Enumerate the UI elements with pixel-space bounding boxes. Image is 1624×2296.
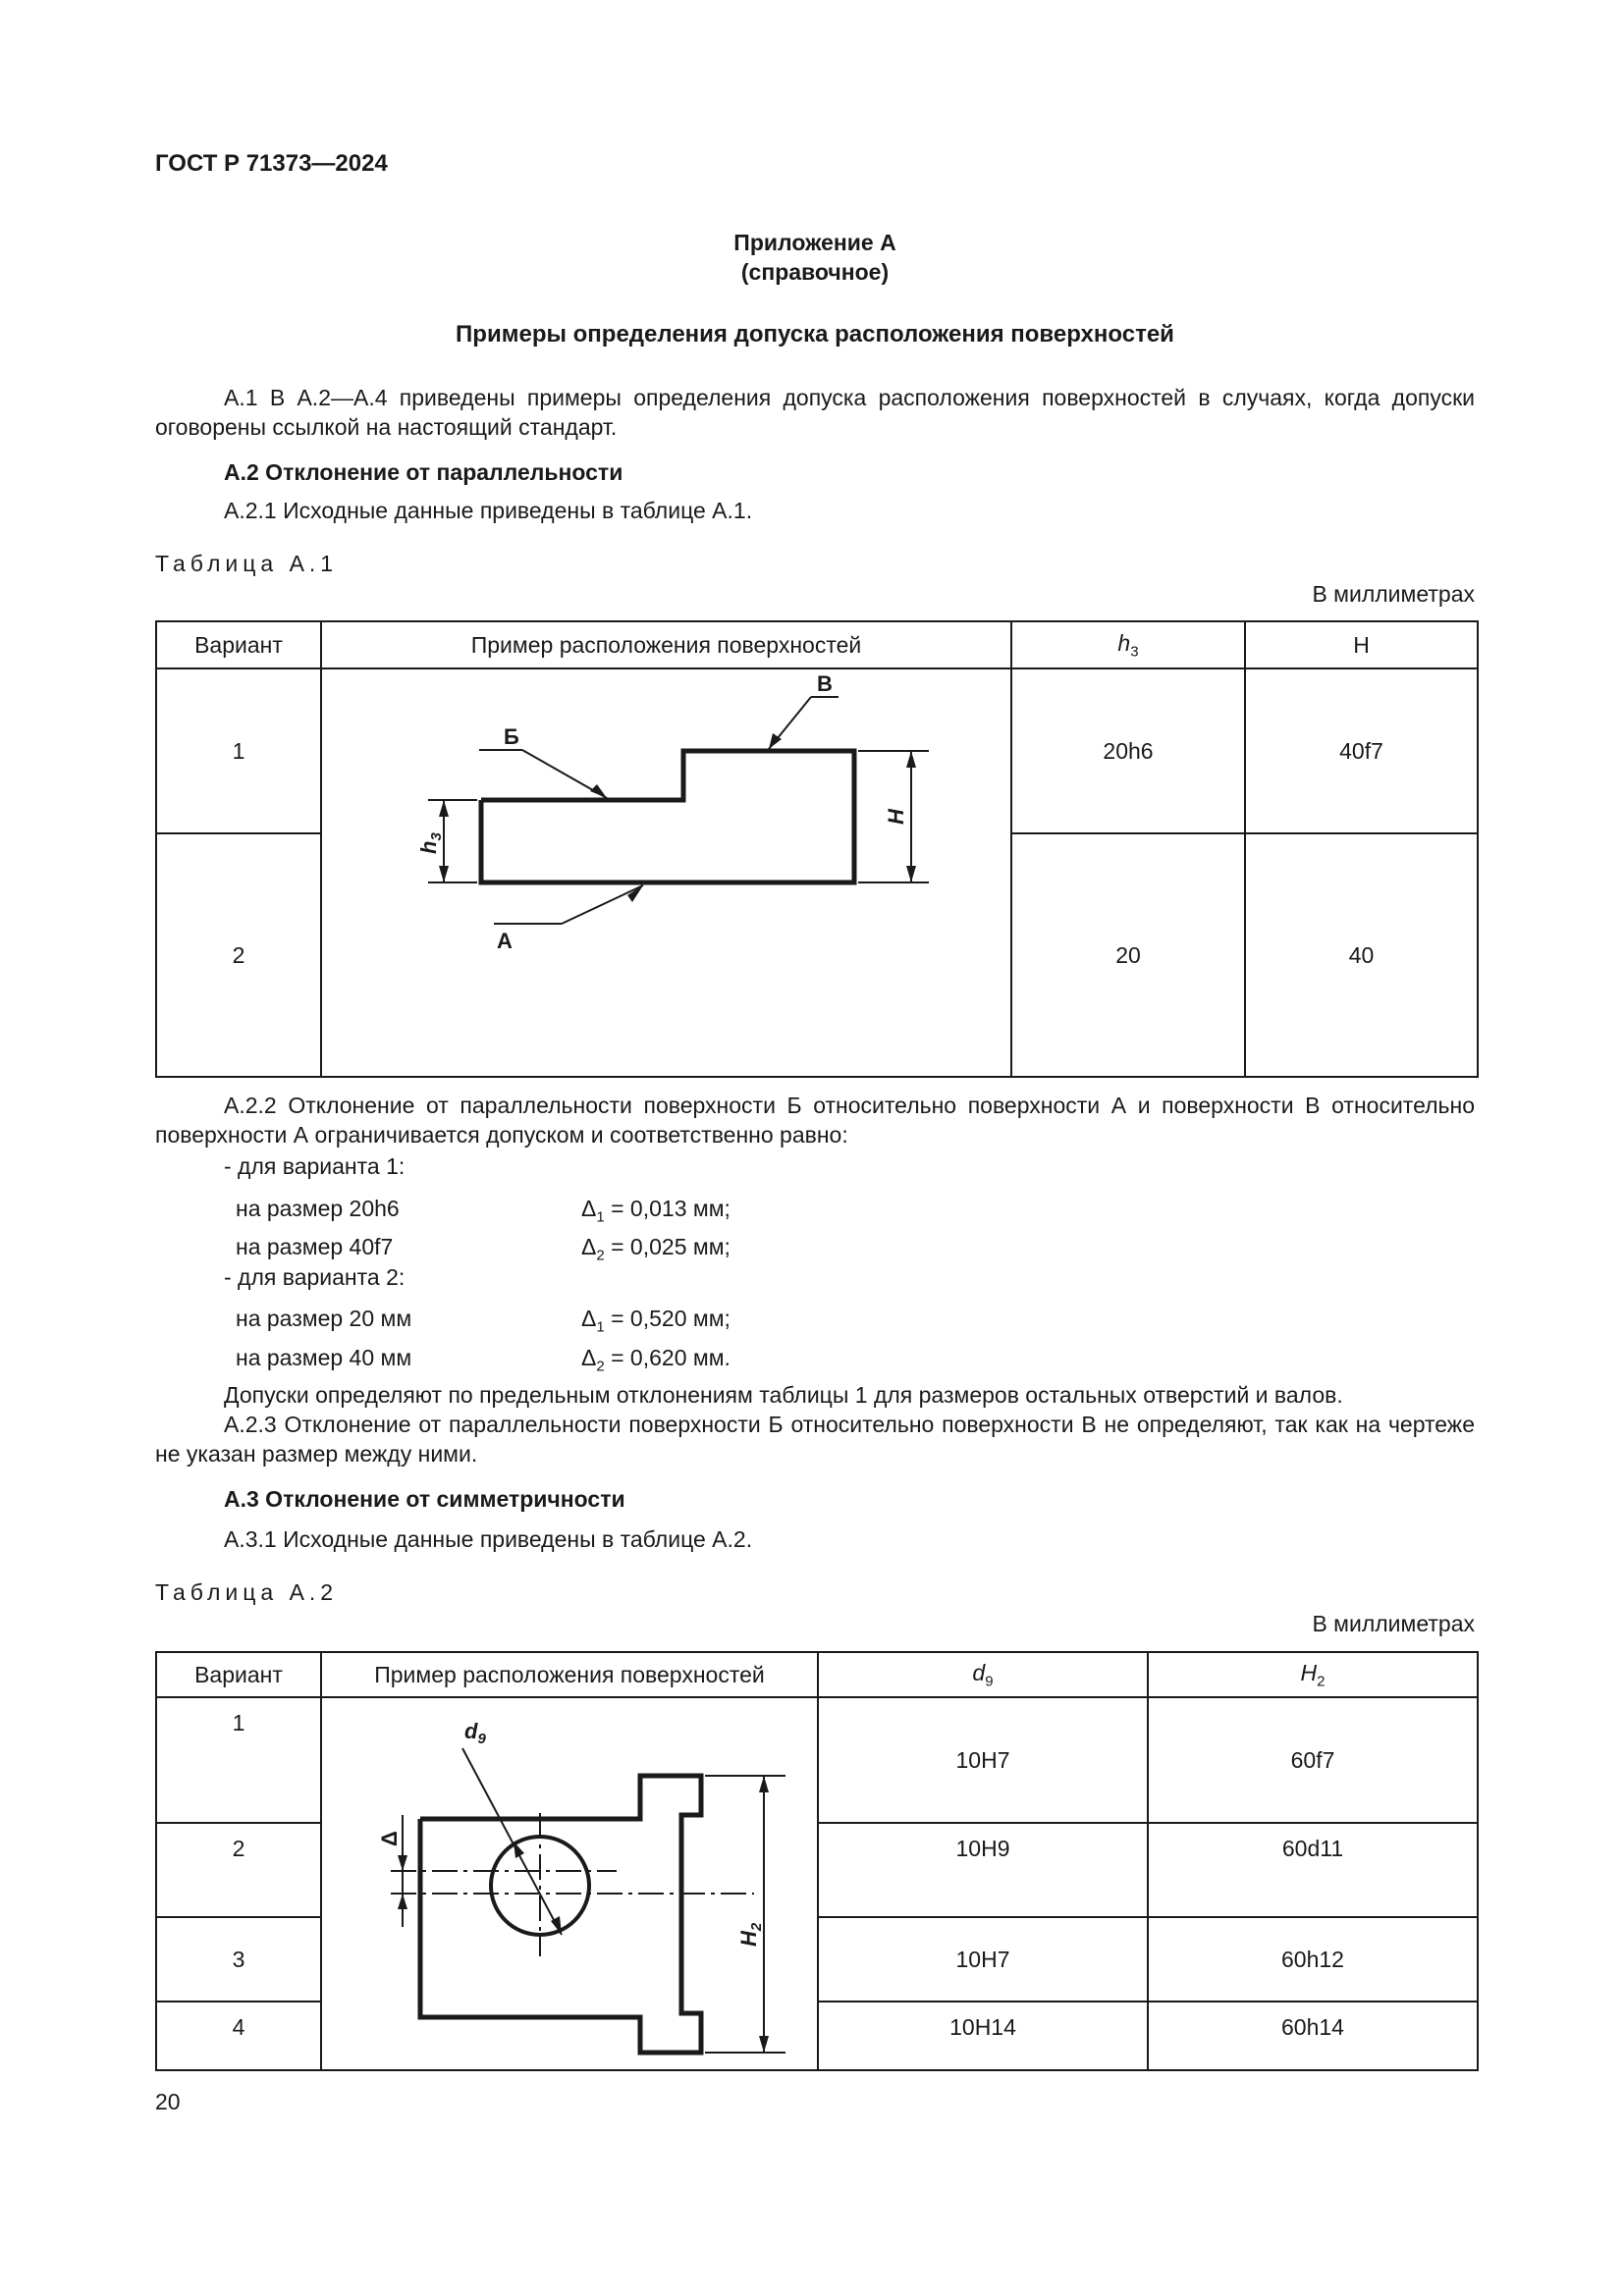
cell-variant: 2 — [156, 833, 321, 1077]
cell-drawing — [321, 1697, 818, 2070]
header-variant: Вариант — [156, 621, 321, 668]
list-item-value — [581, 1232, 731, 1271]
table-row — [156, 668, 1478, 833]
dim-label-h3 — [416, 832, 445, 854]
list-item: на размер 20 мм — [236, 1306, 412, 1331]
delta-value: = 0,520 мм; — [604, 1306, 731, 1331]
cell-d9: 10H7 — [818, 1697, 1148, 1823]
label-d9 — [464, 1719, 486, 1747]
table-a1 — [155, 620, 1479, 1078]
appendix-heading: Примеры определения допуска расположения поверхностей — [456, 321, 1174, 347]
list-item-value — [581, 1304, 731, 1343]
cell-d9: 10H7 — [818, 1917, 1148, 2002]
header-h3-sub: 3 — [1130, 643, 1139, 661]
header-example: Пример расположения поверхностей — [321, 621, 1011, 668]
list-item-value — [581, 1194, 731, 1233]
cell-h3: 20h6 — [1011, 668, 1245, 833]
paragraph-a1: А.1 В А.2—А.4 приведены примеры определения допуска расположения поверхностей в случаях, когда допуски оговорены ссылкой на настоящий стандарт. — [155, 385, 1475, 440]
header-H2-base: H — [1300, 1659, 1318, 1685]
delta-symbol: Δ — [581, 1306, 597, 1331]
table-a2-units: В миллиметрах — [1312, 1611, 1475, 1636]
header-d9-base: d — [972, 1659, 986, 1685]
table-a2 — [155, 1651, 1479, 2071]
cell-H2: 60f7 — [1148, 1697, 1478, 1823]
delta-symbol: Δ — [581, 1196, 597, 1221]
label-d9-sub: 9 — [477, 1731, 486, 1747]
delta-sub: 2 — [596, 1247, 605, 1264]
paragraph-a22: А.2.2 Отклонение от параллельности поверхности Б относительно поверхности А и поверхности В относительно поверхности А ограничивается допуском и соответственно равно: — [155, 1093, 1475, 1148]
list-item: на размер 40 мм — [236, 1345, 412, 1370]
variant1-label: - для варианта 1: — [224, 1153, 406, 1179]
leader-d9 — [462, 1748, 562, 1935]
label-delta: Δ — [377, 1831, 402, 1846]
cell-d9: 10H14 — [818, 2002, 1148, 2070]
page-number: 20 — [155, 2089, 181, 2114]
header-variant: Вариант — [156, 1652, 321, 1697]
dim-label-H2 — [736, 1922, 765, 1947]
part-outline — [481, 751, 854, 882]
drawing-symmetry — [322, 1699, 819, 2068]
section-a2-heading: А.2 Отклонение от параллельности — [224, 459, 623, 485]
header-d9 — [818, 1652, 1148, 1697]
part-outline — [420, 1776, 701, 2053]
header-example: Пример расположения поверхностей — [321, 1652, 818, 1697]
cell-d9: 10H9 — [818, 1823, 1148, 1917]
dim-label-H: H — [884, 809, 908, 825]
header-H: Н — [1245, 621, 1478, 668]
appendix-title: Приложение А — [733, 230, 896, 255]
label-B: Б — [504, 724, 519, 749]
list-item: на размер 40f7 — [236, 1234, 394, 1259]
header-h3 — [1011, 621, 1245, 668]
table-a2-caption: Таблица А.2 — [155, 1579, 339, 1605]
cell-H2: 60h12 — [1148, 1917, 1478, 2002]
delta-sub: 1 — [596, 1208, 605, 1226]
dim-label-H2-base: H — [736, 1931, 761, 1947]
cell-H2: 60d11 — [1148, 1823, 1478, 1917]
cell-H: 40f7 — [1245, 668, 1478, 833]
dim-label-h3-sub: 3 — [428, 832, 445, 841]
tolerance-note: Допуски определяют по предельным отклонениям таблицы 1 для размеров остальных отверстий и валов. — [224, 1382, 1343, 1408]
delta-sub: 2 — [596, 1358, 605, 1375]
delta-value: = 0,025 мм; — [604, 1234, 731, 1259]
header-d9-sub: 9 — [985, 1673, 994, 1690]
header-h3-base: h — [1117, 629, 1131, 656]
table-a1-units: В миллиметрах — [1312, 581, 1475, 607]
header-H2 — [1148, 1652, 1478, 1697]
cell-H: 40 — [1245, 833, 1478, 1077]
cell-drawing — [321, 668, 1011, 1077]
delta-symbol: Δ — [581, 1345, 597, 1370]
table-header-row — [156, 1652, 1478, 1697]
header-H2-sub: 2 — [1317, 1673, 1326, 1690]
cell-H2: 60h14 — [1148, 2002, 1478, 2070]
table-a1-caption: Таблица А.1 — [155, 551, 339, 576]
paragraph-a21: А.2.1 Исходные данные приведены в таблице А.1. — [224, 498, 753, 523]
table-header-row — [156, 621, 1478, 668]
drawing-parallelism — [322, 669, 1012, 1076]
table-row — [156, 1697, 1478, 1823]
list-item: на размер 20h6 — [236, 1196, 400, 1221]
cell-variant: 4 — [156, 2002, 321, 2070]
leader-A — [562, 885, 643, 924]
cell-h3: 20 — [1011, 833, 1245, 1077]
dim-label-H2-sub: 2 — [748, 1922, 765, 1932]
delta-symbol: Δ — [581, 1234, 597, 1259]
document-code: ГОСТ Р 71373—2024 — [155, 150, 388, 177]
delta-value: = 0,620 мм. — [604, 1345, 731, 1370]
list-item-value — [581, 1343, 731, 1382]
dim-label-h3-base: h — [416, 840, 441, 854]
cell-variant: 1 — [156, 1697, 321, 1823]
label-A: А — [497, 929, 513, 953]
paragraph-a31: А.3.1 Исходные данные приведены в таблице А.2. — [224, 1526, 753, 1552]
paragraph-a23: А.2.3 Отклонение от параллельности поверхности Б относительно поверхности В не определяют, так как на чертеже не указан размер между ними. — [155, 1412, 1475, 1467]
delta-value: = 0,013 мм; — [604, 1196, 731, 1221]
appendix-status: (справочное) — [740, 259, 890, 285]
section-a3-heading: А.3 Отклонение от симметричности — [224, 1486, 625, 1512]
cell-variant: 1 — [156, 668, 321, 833]
variant2-label: - для варианта 2: — [224, 1264, 406, 1290]
cell-variant: 3 — [156, 1917, 321, 2002]
label-d9-base: d — [464, 1719, 478, 1743]
delta-sub: 1 — [596, 1318, 605, 1336]
label-V: В — [817, 671, 833, 696]
cell-variant: 2 — [156, 1823, 321, 1917]
